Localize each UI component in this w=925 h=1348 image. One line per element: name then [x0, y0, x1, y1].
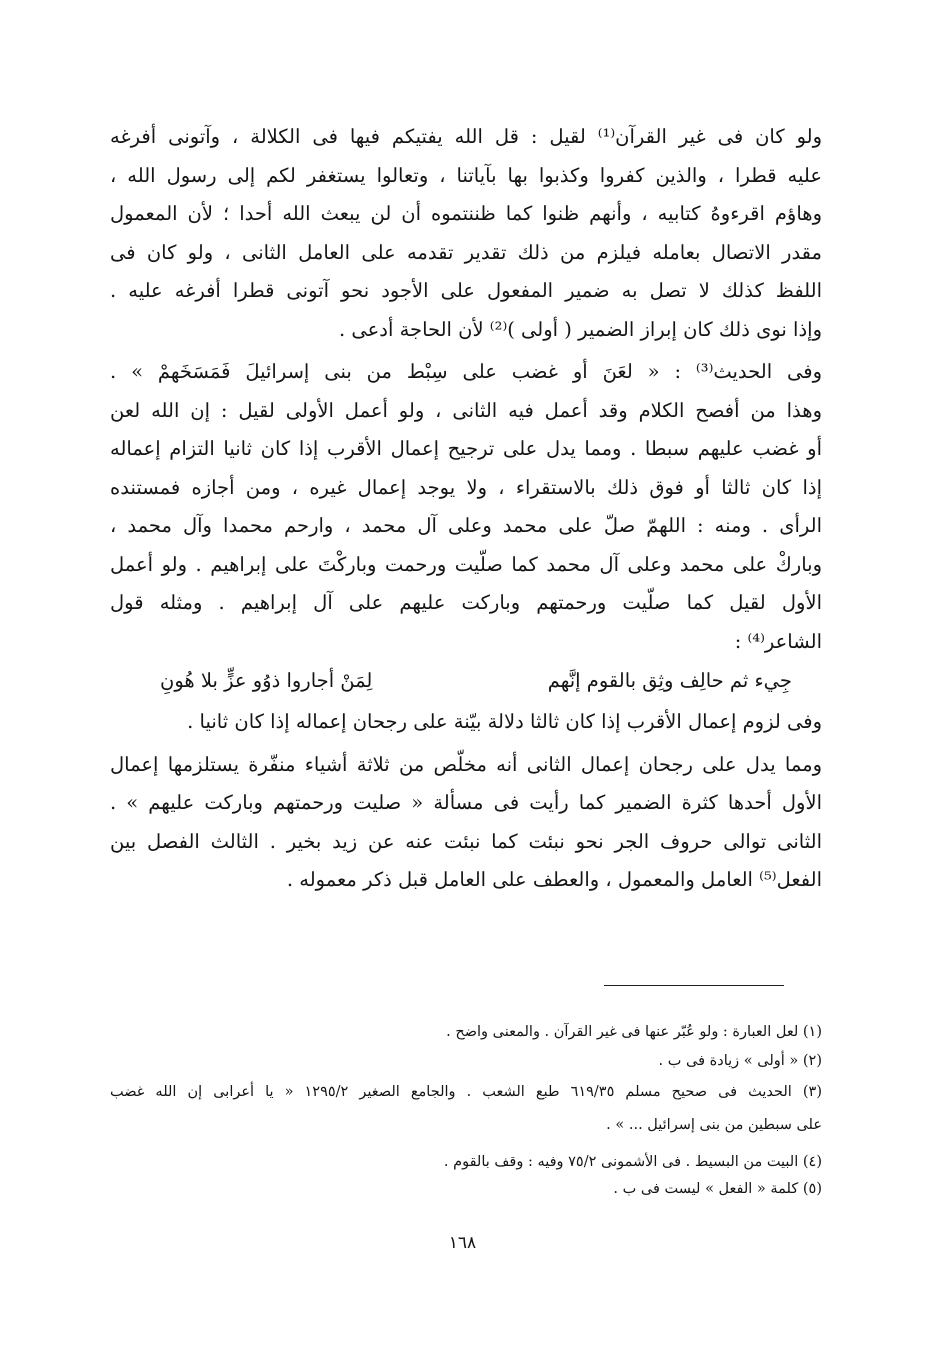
text-line: الفعل⁽⁵⁾ العامل والمعمول ، والعطف على العامل قبل ذكر معموله .: [286, 868, 822, 891]
text-line: الثانى توالى حروف الجر نحو نبئت كما نبئت عنه عن زيد بخير . الثالث الفصل بين: [110, 829, 822, 853]
footnote: (٣) الحديث فى صحيح مسلم ٦١٩/٣٥ طبع الشعب . والجامع الصغير ١٢٩٥/٢ « يا أعرابى إن الله غضب: [110, 1084, 822, 1100]
text-line: ولو كان فى غير القرآن⁽¹⁾ لقيل : قل الله يفتيكم فيها فى الكلالة ، وآتونى أفرغه: [110, 125, 822, 148]
poetry-verse: [110, 661, 822, 701]
text-line: الشاعر⁽⁴⁾ :: [734, 629, 822, 653]
footnote: (٤) البيت من البسيط . فى الأشمونى ٧٥/٢ وفيه : وقف بالقوم .: [443, 1154, 822, 1170]
footnote-separator: [604, 985, 784, 986]
text-line: ومما يدل على رجحان إعمال الثانى أنه مخلّص من ثلاثة أشياء منفّرة يستلزمها إعمال: [110, 752, 822, 776]
verse-first-hemistich: جِيء ثم حالِف وثِق بالقوم إنَّهم: [547, 669, 792, 692]
footnote-continuation: على سبطين من بنى إسرائيل ... » .: [606, 1117, 822, 1133]
footnote: (٥) كلمة « الفعل » ليست فى ب .: [613, 1181, 822, 1197]
text-line: وفى لزوم إعمال الأقرب إذا كان ثالثا دلالة بيّنة على رجحان إعماله إذا كان ثانيا .: [187, 710, 822, 733]
text-line: عليه قطرا ، والذين كفروا وكذبوا بها بآياتنا ، وتعالوا يستغفر لكم إلى رسول الله ،: [110, 163, 822, 187]
text-line: اللفظ كذلك لا تصل به ضمير المفعول على الأجود نحو آتونى قطرا أفرغه عليه .: [110, 279, 822, 302]
text-line: وفى الحديث⁽³⁾ : « لعَنَ أو غضب على سِبْط من بنى إسرائيلَ فَمَسَخَهمْ » .: [110, 360, 822, 383]
text-line: وهاؤم اقرءوهُ كتابيه ، وأنهم ظنوا كما ظننتموه أن لن يبعث الله أحدا ؛ لأن المعمول: [110, 202, 822, 225]
footnote: (١) لعل العبارة : ولو عُبّر عنها فى غير القرآن . والمعنى واضح .: [446, 1024, 822, 1040]
text-line: أو غضب عليهم سبطا . ومما يدل على ترجيح إعمال الأقرب إذا كان ثانيا التزام إعماله: [110, 437, 822, 460]
text-line: الأول لقيل كما صلّيت ورحمتهم وباركت عليهم على آل إبراهيم . ومثله قول: [110, 591, 822, 614]
text-line: وباركْ على محمد وعلى آل محمد كما صلّيت ورحمت وباركْتَ على إبراهيم . ولو أعمل: [110, 552, 822, 576]
text-line: وإذا نوى ذلك كان إبراز الضمير ( أولى )⁽²⁾ لأن الحاجة أدعى .: [338, 317, 822, 341]
text-line: وهذا من أفصح الكلام وقد أعمل فيه الثانى ، ولو أعمل الأولى لقيل : إن الله لعن: [110, 398, 822, 422]
main-text: [110, 118, 822, 900]
text-line: إذا كان ثالثا أو فوق ذلك بالاستقراء ، ولا يوجد إعمال غيره ، ومن أجازه فمستنده: [110, 475, 822, 499]
page-number: ١٦٨: [448, 1233, 477, 1253]
text-line: الرأى . ومنه : اللهمّ صلّ على محمد وعلى آل محمد ، وارحم محمدا وآل محمد ،: [110, 514, 822, 537]
footnote: (٢) « أولى » زيادة فى ب .: [658, 1053, 822, 1069]
verse-second-hemistich: لِمَنْ أجاروا ذوُو عزٍّ بلا هُونِ: [160, 669, 373, 692]
footnotes: [110, 1018, 822, 1201]
text-line: الأول أحدها كثرة الضمير كما رأيت فى مسألة « صليت ورحمتهم وباركت عليهم » .: [110, 791, 822, 814]
text-line: مقدر الاتصال بعامله فيلزم من ذلك تقدير تقدمه على العامل الثانى ، ولو كان فى: [110, 240, 822, 264]
